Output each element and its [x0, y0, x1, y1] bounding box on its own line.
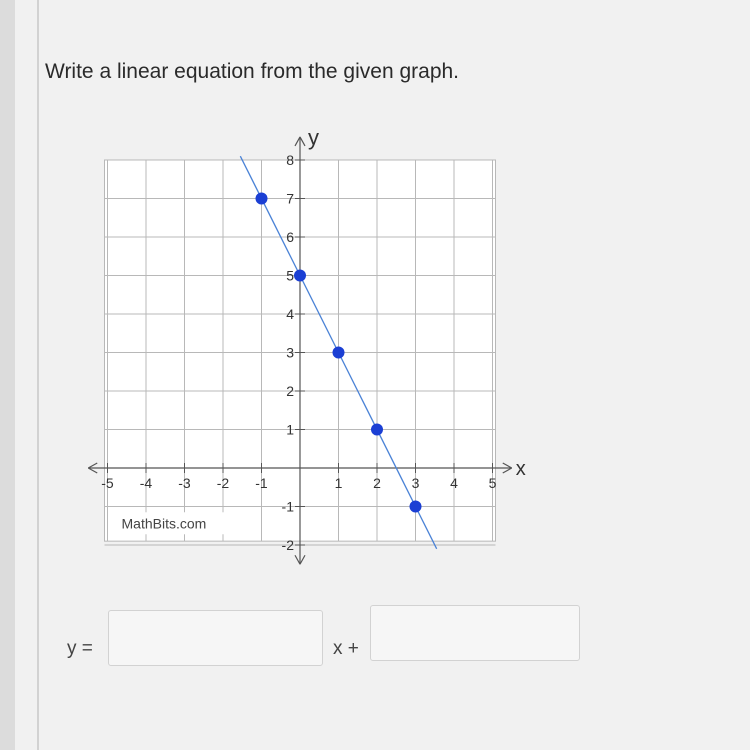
x-tick-label: -4 [139, 475, 153, 491]
x-tick-label: 3 [411, 475, 420, 491]
slope-input[interactable] [108, 610, 323, 666]
x-plus-label: x + [333, 638, 359, 659]
data-point [410, 501, 422, 513]
x-tick-label: -3 [178, 475, 191, 491]
x-axis-label: x [515, 458, 526, 480]
y-tick-label: 1 [286, 421, 294, 438]
data-point [294, 270, 306, 282]
x-tick-label: -1 [255, 475, 268, 491]
x-tick-label: 2 [373, 475, 381, 491]
watermark-text: MathBits.com [121, 515, 207, 532]
y-tick-label: -1 [281, 498, 294, 515]
y-tick-label: 7 [286, 190, 294, 207]
data-point [371, 424, 383, 436]
x-tick-label: 5 [488, 475, 497, 491]
y-tick-label: 3 [286, 344, 294, 361]
y-axis-label: y [308, 130, 319, 150]
data-point [333, 347, 345, 359]
y-tick-label: -2 [281, 537, 294, 553]
left-divider [37, 0, 39, 750]
y-tick-label: 6 [286, 229, 294, 245]
y-tick-label: 8 [286, 152, 294, 168]
coordinate-graph [80, 130, 550, 570]
x-tick-label: -2 [216, 475, 230, 491]
y-tick-label: 5 [286, 267, 294, 284]
x-tick-label: 1 [334, 475, 343, 491]
x-tick-label: 4 [450, 475, 458, 491]
x-tick-label: -5 [101, 475, 114, 491]
y-equals-label: y = [67, 638, 93, 659]
question-prompt: Write a linear equation from the given graph. [45, 60, 460, 83]
intercept-input[interactable] [370, 605, 580, 661]
y-tick-label: 2 [286, 383, 294, 399]
data-point [256, 193, 268, 205]
y-tick-label: 4 [286, 306, 294, 322]
